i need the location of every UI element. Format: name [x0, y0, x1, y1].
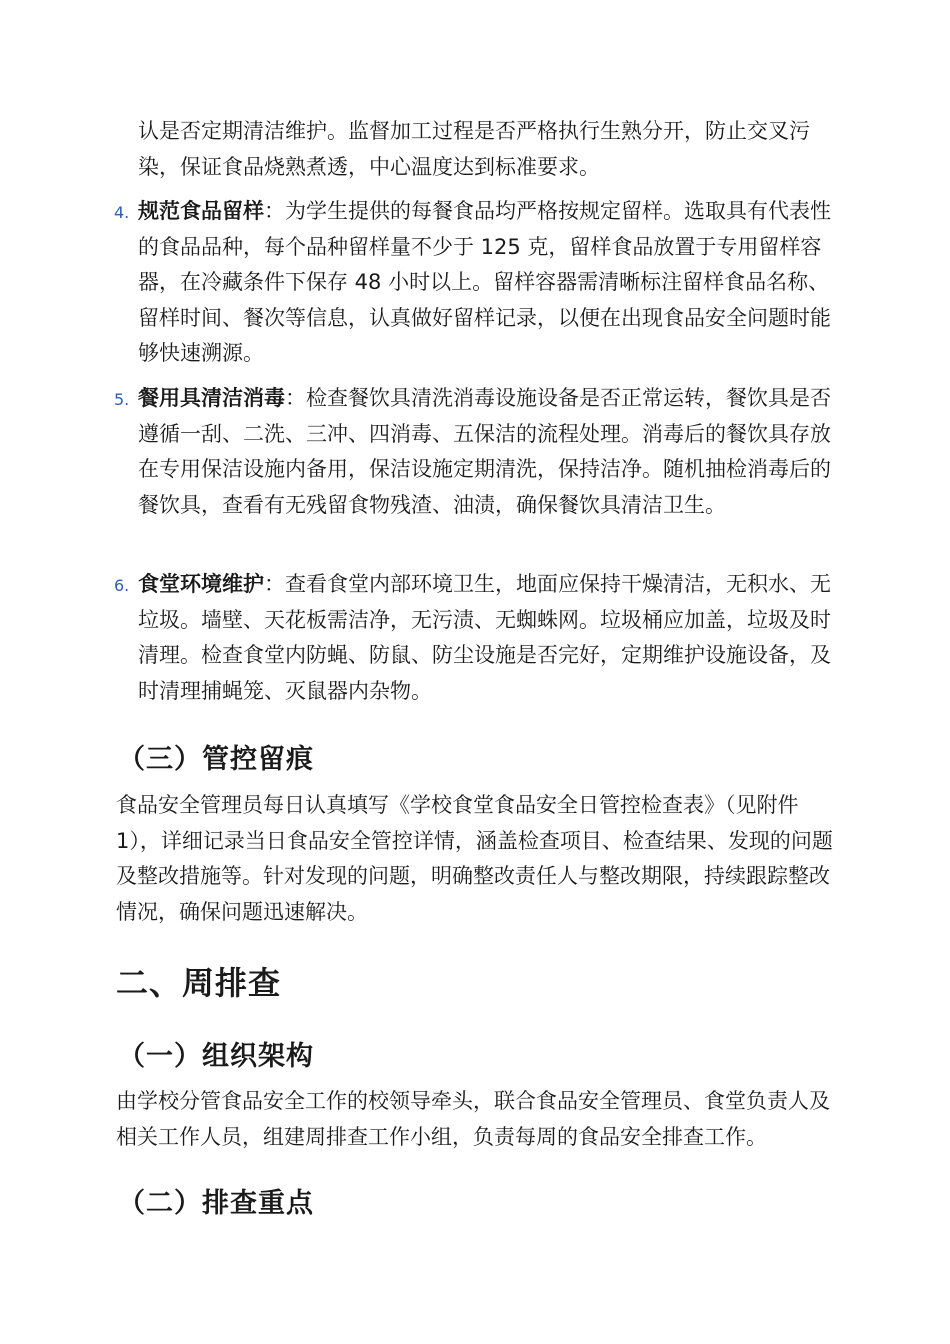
list-item	[138, 567, 838, 709]
chapter-heading: 二、周排查	[116, 964, 282, 1002]
section-paragraph: 食品安全管理员每日认真填写《学校食堂食品安全日管控检查表》（见附件 1），详细记录当日食品安全管控详情，涵盖检查项目、检查结果、发现的问题及整改措施等。针对发现的问题，明确整改责任人与整改期限，持续跟踪整改情况，确保问题迅速解决。	[116, 793, 833, 924]
list-item-text: ：检查餐饮具清洗消毒设施设备是否正常运转，餐饮具是否遵循一刮、二洗、三冲、四消毒、五保洁的流程处理。消毒后的餐饮具存放在专用保洁设施内备用，保洁设施定期清洗，保持洁净。随机抽检消毒后的餐饮具，查看有无残留食物残渣、油渍，确保餐饮具清洁卫生。	[138, 386, 831, 517]
list-item	[138, 194, 838, 372]
section-paragraph: 由学校分管食品安全工作的校领导牵头，联合食品安全管理员、食堂负责人及相关工作人员，组建周排查工作小组，负责每周的食品安全排查工作。	[116, 1089, 830, 1149]
list-item-text: ：为学生提供的每餐食品均严格按规定留样。选取具有代表性的食品品种，每个品种留样量不少于 125 克，留样食品放置于专用留样容器，在冷藏条件下保存 48 小时以上。留样容器需清晰标注留样食品名称、留样时间、餐次等信息，认真做好留样记录，以便在出现食品安全问题时能够快速溯源。	[138, 199, 831, 365]
list-item	[138, 381, 838, 523]
section-heading: （三）管控留痕	[118, 744, 314, 775]
section-heading: （一）组织架构	[118, 1041, 314, 1072]
list-item-text: ：查看食堂内部环境卫生，地面应保持干燥清洁，无积水、无垃圾。墙壁、天花板需洁净，无污渍、无蜘蛛网。垃圾桶应加盖，垃圾及时清理。检查食堂内防蝇、防鼠、防尘设施是否完好，定期维护设施设备，及时清理捕蝇笼、灭鼠器内杂物。	[138, 572, 831, 703]
list-number: 6.	[114, 576, 130, 595]
list-number: 5.	[114, 390, 130, 409]
list-item-term: 餐用具清洁消毒	[138, 386, 285, 410]
list-item-term: 规范食品留样	[138, 199, 264, 223]
continuation-paragraph: 认是否定期清洁维护。监督加工过程是否严格执行生熟分开，防止交叉污染，保证食品烧熟煮透，中心温度达到标准要求。	[138, 119, 810, 179]
section-heading: （二）排查重点	[118, 1188, 314, 1219]
list-item-term: 食堂环境维护	[138, 572, 264, 596]
list-number: 4.	[114, 203, 130, 222]
